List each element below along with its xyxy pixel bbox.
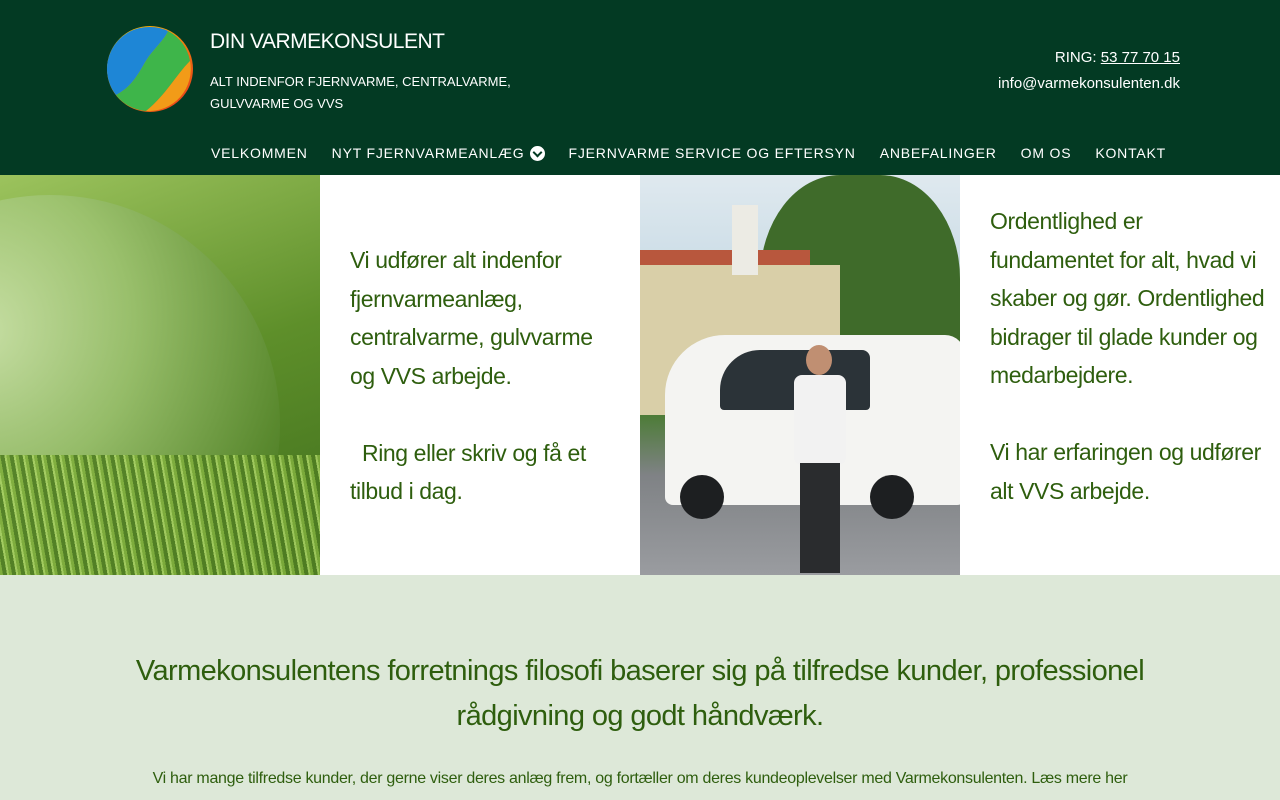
nav-item-nyt-fjernvarmeanlaeg[interactable] xyxy=(320,138,557,168)
philosophy-section xyxy=(0,575,1280,800)
nav-label: ANBEFALINGER xyxy=(879,145,997,161)
phone-link[interactable]: 53 77 70 15 xyxy=(1100,49,1180,66)
chevron-down-icon[interactable] xyxy=(530,146,545,161)
person-shape xyxy=(790,345,850,575)
logo-icon[interactable] xyxy=(106,25,194,113)
nav-label: OM OS xyxy=(1020,145,1072,161)
nav-label: NYT FJERNVARMEANLÆG xyxy=(331,145,525,161)
person-head xyxy=(806,345,832,375)
nav-label: VELKOMMEN xyxy=(211,145,308,161)
services-text: Vi udfører alt indenfor fjernvarmeanlæg, centralvarme, gulvvarme og VVS arbejde. Ring eller skriv og få et tilbud i dag. xyxy=(350,247,593,504)
globe-image xyxy=(0,175,320,575)
site-tagline: ALT INDENFOR FJERNVARME, CENTRALVARME, GULVVARME OG VVS xyxy=(210,74,511,111)
site-header xyxy=(0,0,1280,175)
philosophy-heading: Varmekonsulentens forretnings filosofi baserer sig på tilfredse kunder, professionel rådgivning og godt håndværk. xyxy=(135,655,1145,732)
hero-text-services xyxy=(320,175,640,575)
nav-item-velkommen[interactable] xyxy=(199,138,320,168)
nav-item-om-os[interactable] xyxy=(1009,138,1084,168)
van-photo xyxy=(640,175,960,575)
nav-item-kontakt[interactable] xyxy=(1083,138,1178,168)
phone-label: RING: xyxy=(1054,49,1097,66)
nav-label: FJERNVARME SERVICE OG EFTERSYN xyxy=(568,145,856,161)
wheel-shape xyxy=(680,475,724,519)
nav-item-service[interactable] xyxy=(557,138,868,168)
nav-item-anbefalinger[interactable] xyxy=(868,138,1009,168)
hero-grid xyxy=(0,175,1280,575)
values-text: Ordentlighed er fundamentet for alt, hvad vi skaber og gør. Ordentlighed bidrager til glade kunder og medarbejdere. Vi har erfaringen og udfører alt VVS arbejde. xyxy=(990,208,1265,504)
hero-text-values xyxy=(960,175,1280,575)
main-nav xyxy=(199,138,1178,168)
grass-shape xyxy=(0,455,320,575)
site-title[interactable]: DIN VARMEKONSULENT xyxy=(210,30,445,53)
phone-line xyxy=(998,45,1180,71)
chimney-shape xyxy=(732,205,758,275)
email-link[interactable]: info@varmekonsulenten.dk xyxy=(998,75,1180,92)
person-legs xyxy=(800,463,840,573)
nav-label: KONTAKT xyxy=(1095,145,1167,161)
customers-text[interactable]: Vi har mange tilfredse kunder, der gerne viser deres anlæg frem, og fortæller om deres kundeoplevelser med Varmekonsulenten. Læs mere her xyxy=(152,770,1128,787)
wheel-shape xyxy=(870,475,914,519)
contact-block xyxy=(998,45,1180,97)
person-body xyxy=(794,375,846,465)
